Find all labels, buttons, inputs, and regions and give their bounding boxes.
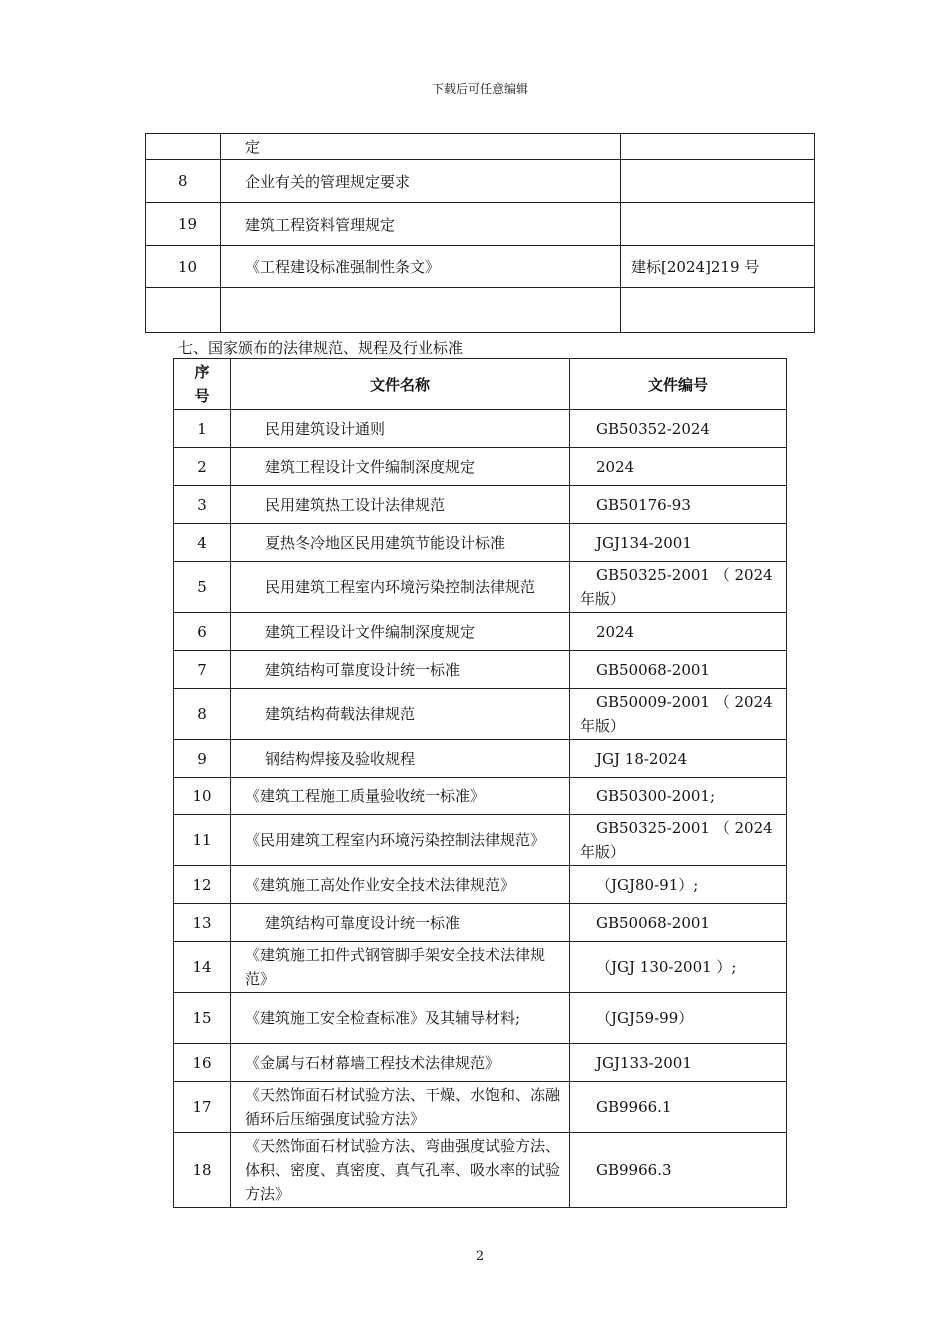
row-code: GB50009-2001 （ 2024 年版） <box>570 689 787 740</box>
row-number <box>146 134 221 160</box>
row-name: 《建筑施工高处作业安全技术法律规范》 <box>231 866 570 904</box>
table-row <box>174 778 787 815</box>
row-name: 钢结构焊接及验收规程 <box>231 740 570 778</box>
table-row <box>174 1044 787 1082</box>
row-number: 7 <box>174 651 231 689</box>
table-row <box>174 993 787 1044</box>
row-code: GB9966.1 <box>570 1082 787 1133</box>
table-row <box>174 1082 787 1133</box>
row-name: 民用建筑工程室内环境污染控制法律规范 <box>231 562 570 613</box>
row-number: 5 <box>174 562 231 613</box>
table-header-row <box>174 359 787 410</box>
table-row <box>174 689 787 740</box>
row-code: GB50300-2001; <box>570 778 787 815</box>
section-title: 七、国家颁布的法律规范、规程及行业标准 <box>178 339 464 357</box>
row-number: 14 <box>174 942 231 993</box>
row-number: 4 <box>174 524 231 562</box>
table-row <box>174 942 787 993</box>
row-number: 15 <box>174 993 231 1044</box>
row-number: 10 <box>146 246 221 288</box>
row-number: 12 <box>174 866 231 904</box>
row-code: 建标[2024]219 号 <box>621 246 815 288</box>
row-name: 《建筑施工安全检查标准》及其辅导材料; <box>231 993 570 1044</box>
standards-table <box>173 358 787 1208</box>
row-code <box>621 134 815 160</box>
row-code: 2024 <box>570 613 787 651</box>
row-code <box>621 288 815 333</box>
row-name <box>221 288 621 333</box>
row-name: 建筑工程设计文件编制深度规定 <box>231 448 570 486</box>
header-name: 文件名称 <box>231 359 570 410</box>
row-name: 《金属与石材幕墙工程技术法律规范》 <box>231 1044 570 1082</box>
row-code: JGJ133-2001 <box>570 1044 787 1082</box>
row-number: 11 <box>174 815 231 866</box>
row-name: 建筑结构荷载法律规范 <box>231 689 570 740</box>
table-row <box>174 651 787 689</box>
row-code: JGJ134-2001 <box>570 524 787 562</box>
table-row <box>174 740 787 778</box>
row-number: 13 <box>174 904 231 942</box>
row-name: 《天然饰面石材试验方法、弯曲强度试验方法、体积、密度、真密度、真气孔率、吸水率的试验方法》 <box>231 1133 570 1208</box>
row-code: GB50176-93 <box>570 486 787 524</box>
row-code: （JGJ 130-2001 ）; <box>570 942 787 993</box>
table-row <box>146 134 815 160</box>
row-name: 民用建筑热工设计法律规范 <box>231 486 570 524</box>
row-code: （JGJ59-99） <box>570 993 787 1044</box>
row-name: 建筑工程资料管理规定 <box>221 203 621 246</box>
row-code: GB50068-2001 <box>570 904 787 942</box>
row-number: 9 <box>174 740 231 778</box>
row-code: GB9966.3 <box>570 1133 787 1208</box>
row-code <box>621 160 815 203</box>
row-name: 《天然饰面石材试验方法、干燥、水饱和、冻融循环后压缩强度试验方法》 <box>231 1082 570 1133</box>
row-name: 《民用建筑工程室内环境污染控制法律规范》 <box>231 815 570 866</box>
table-row <box>174 1133 787 1208</box>
row-code: （JGJ80-91）; <box>570 866 787 904</box>
table-row <box>174 448 787 486</box>
row-number: 6 <box>174 613 231 651</box>
row-name: 《建筑施工扣件式钢管脚手架安全技术法律规范》 <box>231 942 570 993</box>
table-row <box>174 562 787 613</box>
row-number: 16 <box>174 1044 231 1082</box>
row-code: GB50325-2001 （ 2024 年版） <box>570 815 787 866</box>
table-row <box>146 203 815 246</box>
table-row <box>174 613 787 651</box>
row-code: GB50325-2001 （ 2024 年版） <box>570 562 787 613</box>
table-row <box>146 160 815 203</box>
table-row <box>174 866 787 904</box>
row-code: GB50068-2001 <box>570 651 787 689</box>
header-code: 文件编号 <box>570 359 787 410</box>
row-name: 《工程建设标准强制性条文》 <box>221 246 621 288</box>
row-number: 3 <box>174 486 231 524</box>
row-code: GB50352-2024 <box>570 410 787 448</box>
table-row <box>174 524 787 562</box>
row-name: 建筑结构可靠度设计统一标准 <box>231 651 570 689</box>
table-row <box>146 246 815 288</box>
table-row <box>174 904 787 942</box>
row-number: 18 <box>174 1133 231 1208</box>
row-code: JGJ 18-2024 <box>570 740 787 778</box>
row-number: 1 <box>174 410 231 448</box>
row-name: 《建筑工程施工质量验收统一标准》 <box>231 778 570 815</box>
row-name: 夏热冬冷地区民用建筑节能设计标准 <box>231 524 570 562</box>
table-row <box>174 410 787 448</box>
page-number: 2 <box>475 1249 485 1264</box>
row-code: 2024 <box>570 448 787 486</box>
table-row <box>174 486 787 524</box>
row-number: 8 <box>146 160 221 203</box>
row-name: 定 <box>221 134 621 160</box>
row-number: 17 <box>174 1082 231 1133</box>
row-number: 10 <box>174 778 231 815</box>
header-number: 序号 <box>174 359 231 410</box>
row-code <box>621 203 815 246</box>
table-row <box>174 815 787 866</box>
row-name: 建筑工程设计文件编制深度规定 <box>231 613 570 651</box>
table-row <box>146 288 815 333</box>
row-number: 8 <box>174 689 231 740</box>
row-name: 企业有关的管理规定要求 <box>221 160 621 203</box>
row-number: 19 <box>146 203 221 246</box>
row-name: 民用建筑设计通则 <box>231 410 570 448</box>
header-note: 下载后可任意编辑 <box>431 82 528 96</box>
row-number <box>146 288 221 333</box>
row-number: 2 <box>174 448 231 486</box>
continued-table <box>145 133 815 333</box>
row-name: 建筑结构可靠度设计统一标准 <box>231 904 570 942</box>
